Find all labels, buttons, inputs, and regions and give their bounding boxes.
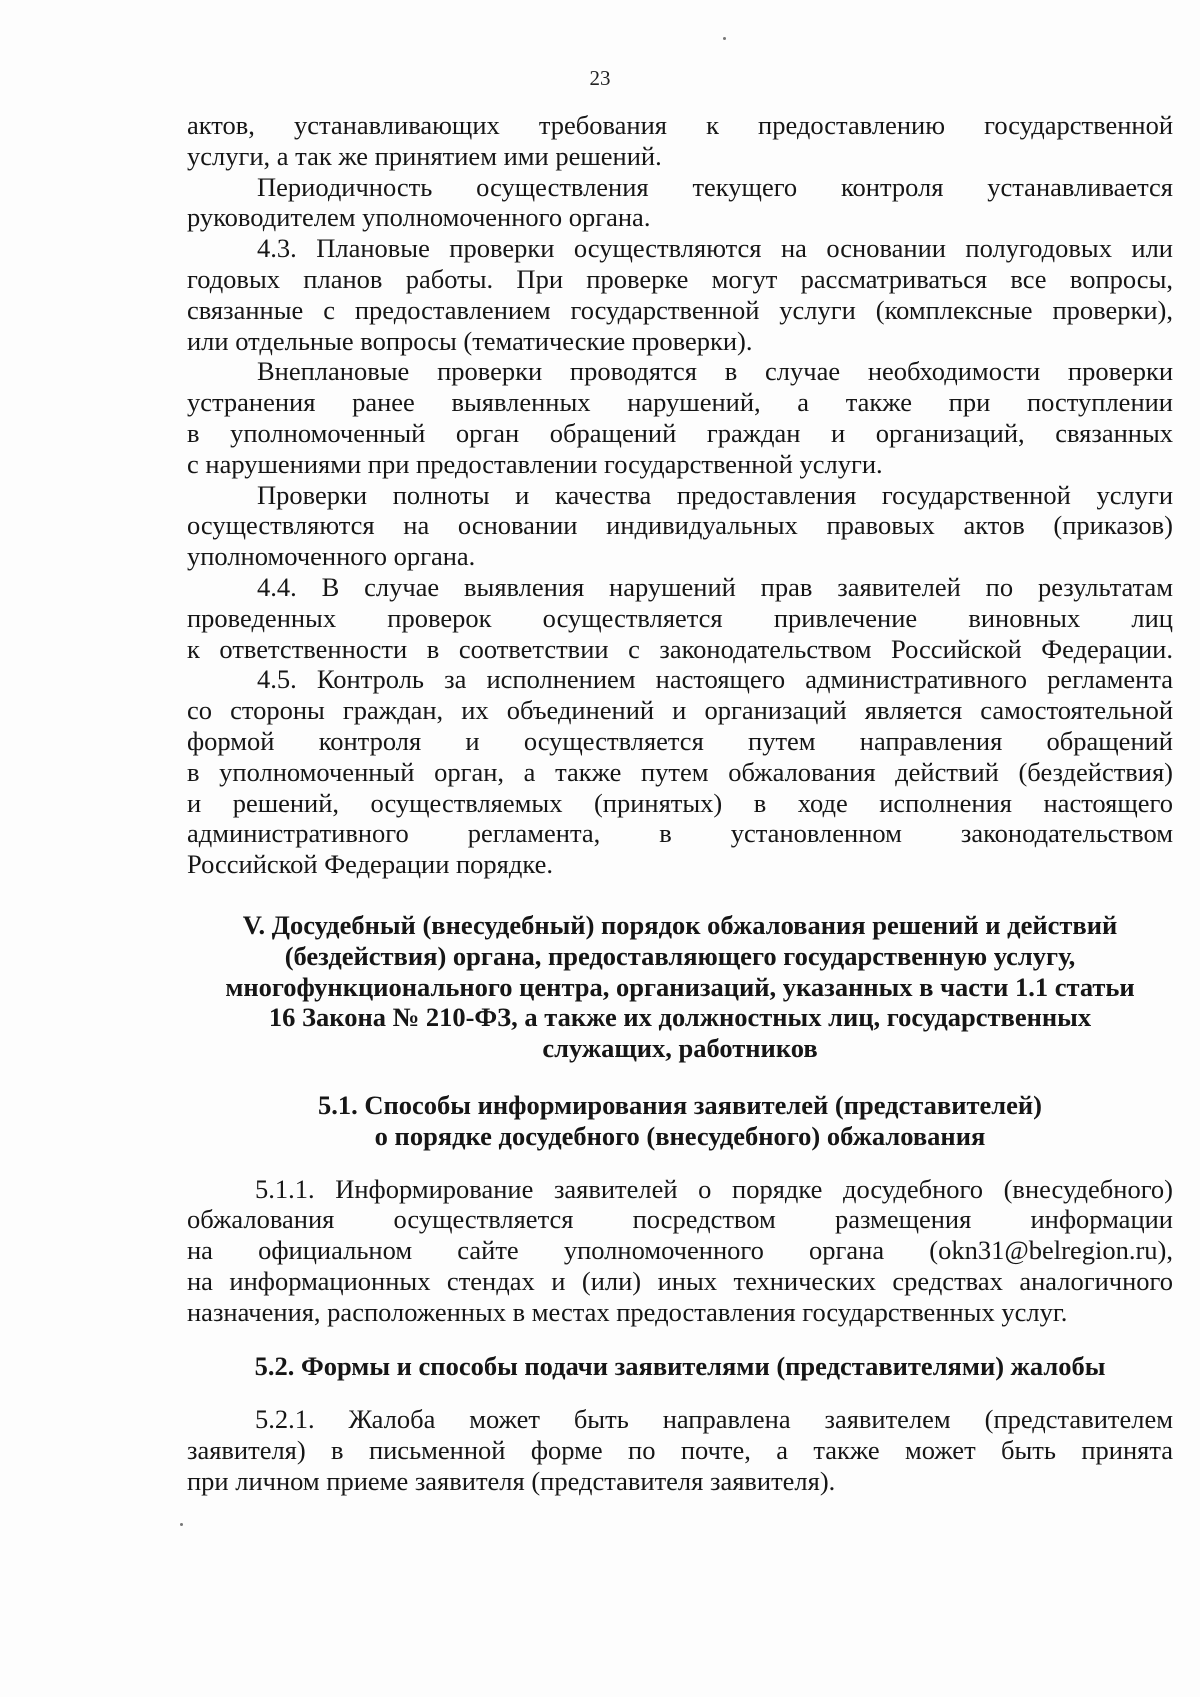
section-heading (187, 910, 1173, 1064)
text-line: 4.3. Плановые проверки осуществляются на основании полугодовых или (257, 233, 1173, 264)
text-line: Периодичность осуществления текущего контроля устанавливается (257, 171, 1173, 202)
text-line: к ответственности в соответствии с законодательством Российской Федерации. (187, 633, 1173, 664)
text-line: 4.4. В случае выявления нарушений прав заявителей по результатам (257, 571, 1173, 602)
heading-line: 16 Закона № 210-ФЗ, а также их должностных лиц, государственных (268, 1002, 1092, 1033)
text-line: со стороны граждан, их объединений и организаций является самостоятельной (187, 695, 1173, 726)
paragraph (187, 1404, 1173, 1496)
subsection-heading (187, 1090, 1173, 1152)
text-line: в уполномоченный орган обращений граждан и организаций, связанных (187, 417, 1173, 448)
text-line: осуществляются на основании индивидуальных правовых актов (приказов) (187, 510, 1173, 541)
text-line: заявителя) в письменной форме по почте, а также может быть принята (187, 1435, 1173, 1466)
heading-line: (бездействия) органа, предоставляющего государственную услугу, (284, 940, 1076, 971)
scan-speck (723, 37, 726, 40)
text-line: 5.2.1. Жалоба может быть направлена заявителем (представителем (255, 1404, 1173, 1435)
scan-speck (180, 1523, 183, 1526)
text-line: уполномоченного органа. (187, 541, 476, 572)
text-line: проведенных проверок осуществляется привлечение виновных лиц (187, 602, 1173, 633)
heading-line: многофункционального центра, организаций, указанных в части 1.1 статьи (225, 971, 1135, 1002)
page-number: 23 (589, 66, 611, 90)
heading-line: 5.1. Способы информирования заявителей (представителей) (318, 1089, 1042, 1120)
text-line: услуги, а так же принятием ими решений. (187, 140, 662, 171)
text-line: Проверки полноты и качества предоставления государственной услуги (257, 479, 1173, 510)
text-line: и решений, осуществляемых (принятых) в ходе исполнения настоящего (187, 787, 1173, 818)
text-line: назначения, расположенных в местах предоставления государственных услуг. (187, 1296, 1068, 1327)
text-line: устранения ранее выявленных нарушений, а также при поступлении (187, 387, 1173, 418)
heading-line: служащих, работников (542, 1033, 818, 1064)
text-line: Российской Федерации порядке. (187, 849, 553, 880)
text-line: или отдельные вопросы (тематические проверки). (187, 325, 753, 356)
heading-line: о порядке досудебного (внесудебного) обжалования (374, 1120, 986, 1151)
text-line: в уполномоченный орган, а также путем обжалования действий (бездействия) (187, 756, 1173, 787)
heading-line: V. Досудебный (внесудебный) порядок обжалования решений и действий (242, 909, 1118, 940)
text-line: годовых планов работы. При проверке могут рассматриваться все вопросы, (187, 263, 1173, 294)
subsection-heading: 5.2. Формы и способы подачи заявителями (представителями) жалобы (254, 1351, 1106, 1382)
text-line: обжалования осуществляется посредством размещения информации (187, 1204, 1173, 1235)
text-line: на информационных стендах и (или) иных технических средствах аналогичного (187, 1265, 1173, 1296)
text-line: 4.5. Контроль за исполнением настоящего административного регламента (257, 664, 1173, 695)
text-line: с нарушениями при предоставлении государственной услуги. (187, 448, 883, 479)
text-line: руководителем уполномоченного органа. (187, 202, 651, 233)
text-line: 5.1.1. Информирование заявителей о порядке досудебного (внесудебного) (255, 1173, 1173, 1204)
document-body (187, 110, 1173, 1497)
paragraph (187, 1174, 1173, 1328)
text-line: связанные с предоставлением государственной услуги (комплексные проверки), (187, 294, 1173, 325)
text-line: формой контроля и осуществляется путем направления обращений (187, 725, 1173, 756)
text-line: Внеплановые проверки проводятся в случае необходимости проверки (257, 356, 1173, 387)
text-line: административного регламента, в установленном законодательством (187, 818, 1173, 849)
text-line: актов, устанавливающих требования к предоставлению государственной (187, 110, 1173, 140)
text-line: на официальном сайте уполномоченного органа (okn31@belregion.ru), (187, 1235, 1173, 1266)
text-line: при личном приеме заявителя (представителя заявителя). (187, 1465, 836, 1496)
